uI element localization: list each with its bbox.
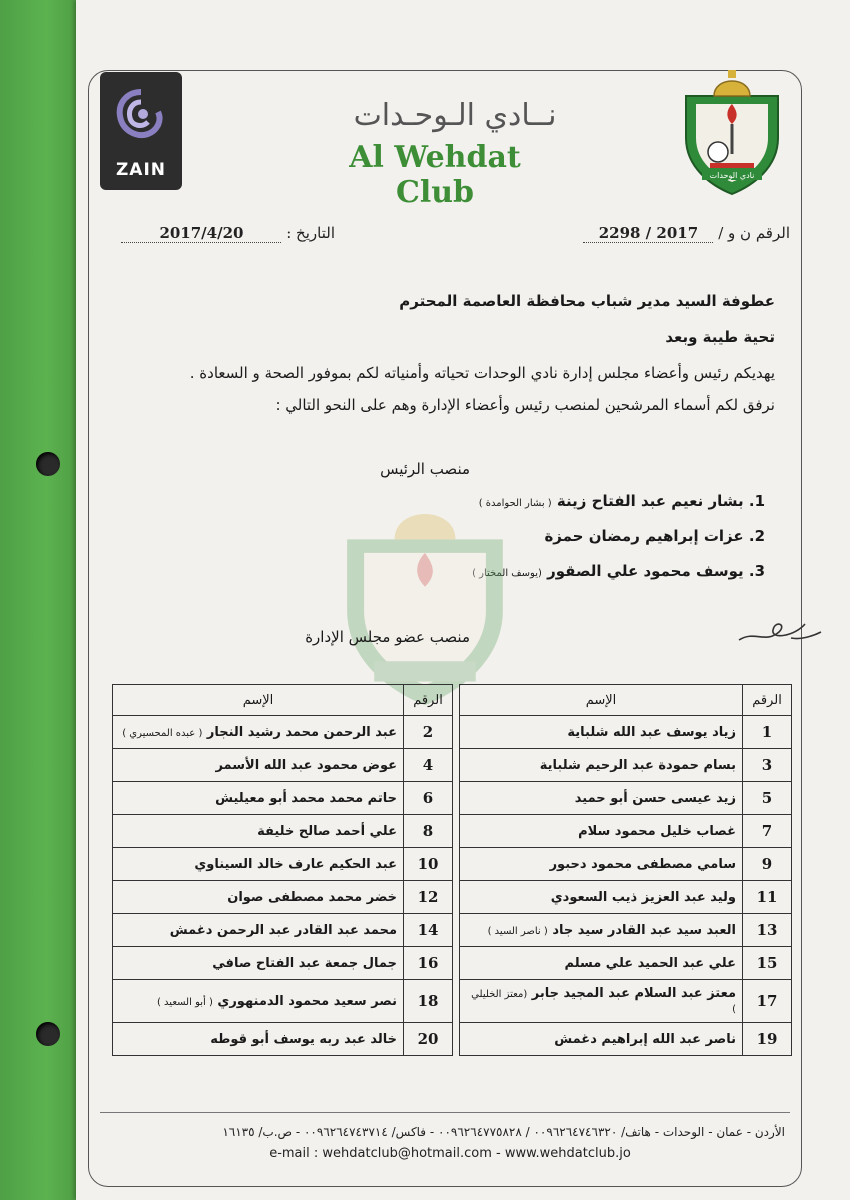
member-number: 18 <box>404 980 453 1023</box>
table-row <box>113 848 792 881</box>
club-name-english: Al Wehdat Club <box>349 140 521 210</box>
member-number: 10 <box>404 848 453 881</box>
member-name: نصر سعيد محمود الدمنهوري ( أبو السعيد ) <box>113 980 404 1023</box>
member-number: 6 <box>404 782 453 815</box>
table-row <box>113 749 792 782</box>
president-heading: منصب الرئيس <box>380 460 470 478</box>
punch-hole-top <box>36 452 60 476</box>
letter-date <box>121 224 335 243</box>
president-candidate-1: 1. بشار نعيم عبد الفتاح زينة ( بشار الحوامدة ) <box>478 492 765 510</box>
member-number: 16 <box>404 947 453 980</box>
member-number: 8 <box>404 815 453 848</box>
member-number: 20 <box>404 1023 453 1056</box>
zain-wordmark: ZAIN <box>115 160 167 180</box>
table-header-row <box>113 685 792 716</box>
board-members-table <box>112 684 792 1056</box>
table-row <box>113 980 792 1023</box>
member-number: 9 <box>743 848 792 881</box>
president-candidate-3: 3. يوسف محمود علي الصقور (يوسف المختار ) <box>472 562 765 580</box>
member-name: العبد سيد عبد القادر سيد جاد ( ناصر السيد ) <box>460 914 743 947</box>
member-number: 14 <box>404 914 453 947</box>
crest-ribbon-text: نادي الوحدات <box>709 171 755 180</box>
table-row <box>113 716 792 749</box>
member-number: 11 <box>743 881 792 914</box>
table-row <box>113 782 792 815</box>
ref-value: 2017 / 2298 <box>583 224 713 243</box>
member-name: ناصر عبد الله إبراهيم دغمش <box>460 1023 743 1056</box>
col-header-number: الرقم <box>404 685 453 716</box>
table-row <box>113 1023 792 1056</box>
member-name: محمد عبد القادر عبد الرحمن دغمش <box>113 914 404 947</box>
member-number: 17 <box>743 980 792 1023</box>
member-name: علي أحمد صالح خليفة <box>113 815 404 848</box>
member-number: 4 <box>404 749 453 782</box>
green-folder-edge <box>0 0 78 1200</box>
member-name: زيد عيسى حسن أبو حميد <box>460 782 743 815</box>
body-line-1: يهديكم رئيس وأعضاء مجلس إدارة نادي الوحدات تحياته وأمنياته لكم بموفور الصحة و السعادة . <box>189 364 775 382</box>
member-name: خضر محمد مصطفى صوان <box>113 881 404 914</box>
body-line-2: نرفق لكم أسماء المرشحين لمنصب رئيس وأعضاء الإدارة وهم على النحو التالي : <box>275 396 775 414</box>
member-number: 2 <box>404 716 453 749</box>
member-number: 5 <box>743 782 792 815</box>
member-name: عبد الرحمن محمد رشيد النجار ( عبده المحسيري ) <box>113 716 404 749</box>
member-name: بسام حمودة عبد الرحيم شلباية <box>460 749 743 782</box>
member-name: سامي مصطفى محمود دحبور <box>460 848 743 881</box>
member-number: 3 <box>743 749 792 782</box>
col-header-number: الرقم <box>743 685 792 716</box>
board-heading: منصب عضو مجلس الإدارة <box>305 628 470 646</box>
member-number: 7 <box>743 815 792 848</box>
zain-swirl-icon <box>114 86 168 144</box>
member-name: معتز عبد السلام عبد المجيد جابر (معتز الخليلي ) <box>460 980 743 1023</box>
member-name: عوض محمود عبد الله الأسمر <box>113 749 404 782</box>
club-name-arabic: نــادي الـوحـدات <box>353 98 557 133</box>
member-number: 19 <box>743 1023 792 1056</box>
wehdat-crest-logo <box>680 68 784 198</box>
col-header-name: الإسم <box>460 685 743 716</box>
member-name: وليد عبد العزيز ذيب السعودي <box>460 881 743 914</box>
footer-address: الأردن - عمان - الوحدات - هاتف/ ٠٠٩٦٢٦٤٧٤٦٣٢٠ / ٠٠٩٦٢٦٤٧٧٥٨٢٨ - فاكس/ ٠٠٩٦٢٦٤٧٤٣٧١٤ - ص.ب/ ١٦١٣٥ <box>222 1125 785 1139</box>
footer-contact: e-mail : wehdatclub@hotmail.com - www.wehdatclub.jo <box>269 1146 631 1161</box>
addressee: عطوفة السيد مدير شباب محافظة العاصمة المحترم <box>399 292 775 310</box>
member-name: زياد يوسف عبد الله شلباية <box>460 716 743 749</box>
member-name: جمال جمعة عبد الفتاح صافي <box>113 947 404 980</box>
table-row <box>113 947 792 980</box>
member-name: عبد الحكيم عارف خالد السيناوي <box>113 848 404 881</box>
member-number: 15 <box>743 947 792 980</box>
member-name: خالد عبد ربه يوسف أبو قوطه <box>113 1023 404 1056</box>
member-name: غصاب خليل محمود سلام <box>460 815 743 848</box>
member-name: علي عبد الحميد علي مسلم <box>460 947 743 980</box>
table-row <box>113 881 792 914</box>
zain-logo <box>100 72 182 190</box>
ref-label: الرقم ن و / <box>718 224 790 242</box>
reference-number <box>583 224 790 243</box>
punch-hole-bottom <box>36 1022 60 1046</box>
member-number: 1 <box>743 716 792 749</box>
footer-divider <box>100 1112 790 1113</box>
col-header-name: الإسم <box>113 685 404 716</box>
member-name: حاتم محمد محمد أبو معيليش <box>113 782 404 815</box>
president-candidate-2: 2. عزات إبراهيم رمضان حمزة <box>544 527 765 545</box>
date-value: 2017/4/20 <box>121 224 281 243</box>
greeting: تحية طيبة وبعد <box>665 328 775 346</box>
table-row <box>113 914 792 947</box>
signature-icon <box>735 610 825 650</box>
date-label: التاريخ : <box>286 224 335 242</box>
table-row <box>113 815 792 848</box>
watermark-crest <box>335 492 515 712</box>
member-number: 13 <box>743 914 792 947</box>
member-number: 12 <box>404 881 453 914</box>
